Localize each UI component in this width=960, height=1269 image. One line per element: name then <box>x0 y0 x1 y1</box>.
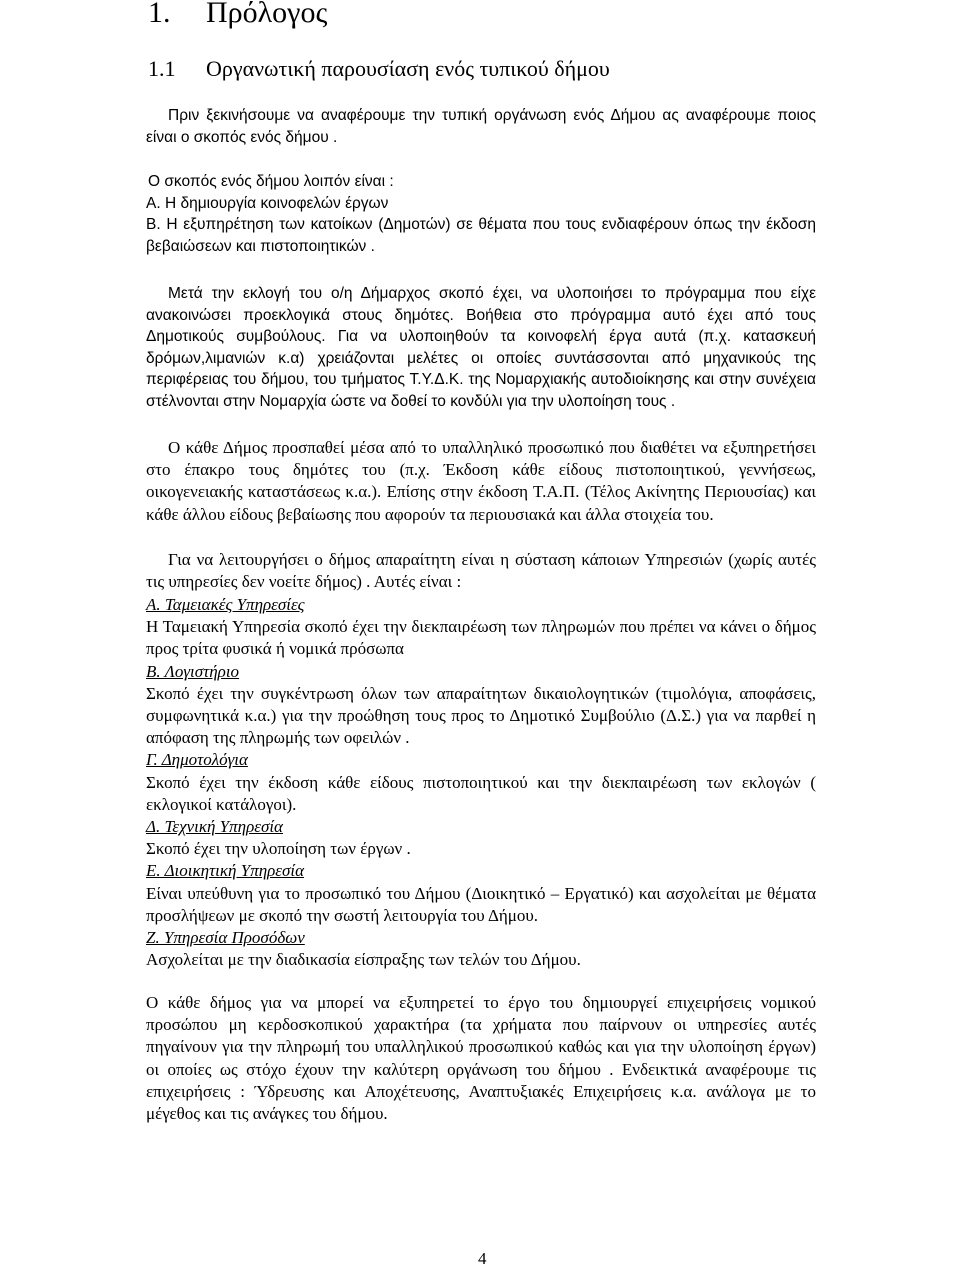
purpose-heading: Ο σκοπός ενός δήμου λοιπόν είναι : <box>148 173 394 190</box>
service-text: Η Ταμειακή Υπηρεσία σκοπό έχει την διεκπαιρέωση των πληρωμών που πρέπει να κάνει ο δήμος προς τρίτα φυσικά ή νομικά πρόσωπα <box>146 617 816 659</box>
service-text: Ασχολείται με την διαδικασία είσπραξης των τελών του Δήμου. <box>146 950 581 970</box>
staff-paragraph: Ο κάθε Δήμος προσπαθεί μέσα από το υπαλληλικό προσωπικό που διαθέτει να εξυπηρετήσει στο έπακρο τους δημότες του (π.χ. Έκδοση κάθε είδους πιστοποιητικού, γεννήσεως, οικογενειακής καταστάσεως κ.α.). Επίσης στην έκδοση Τ.Α.Π. (Τέλος Ακίνητης Περιουσίας) και κάθε άλλου είδους βεβαίωσης που αφορούν τα περιουσιακά και άλλα στοιχεία του. <box>146 438 816 524</box>
services-intro-paragraph: Για να λειτουργήσει ο δήμος απαραίτητη είναι η σύσταση κάποιων Υπηρεσιών (χωρίς αυτές τις υπηρεσίες δεν νοείτε δήμος) . Αυτές είναι : <box>146 550 816 592</box>
service-heading: Β. Λογιστήριο <box>146 661 240 681</box>
page-number: 4 <box>478 1249 487 1268</box>
enterprises-paragraph: Ο κάθε δήμος για να μπορεί να εξυπηρετεί το έργο του δημιουργεί επιχειρήσεις νομικού προσώπου μη κερδοσκοπικού χαρακτήρα (τα χρήματα που παίρνουν οι υπηρεσίες αυτές πηγαίνουν για την πληρωμή του υπαλληλικού προσωπικού καθώς και για την υλοποίηση έργων) οι οποίες ως στόχο έχουν την καλύτερη οργάνωση του δήμου . Ενδεικτικά αναφέρουμε τις επιχειρήσεις : Ύδρευσης και Αποχέτευσης, Αναπτυξιακές Επιχειρήσεις κ.α. ανάλογα με το μέγεθος και τις ανάγκες του δήμου. <box>146 993 816 1124</box>
service-item <box>146 927 816 971</box>
service-heading: Ζ. Υπηρεσία Προσόδων <box>146 928 305 948</box>
chapter-title: Πρόλογος <box>206 0 328 29</box>
section-title: Οργανωτική παρουσίαση ενός τυπικού δήμου <box>206 56 610 81</box>
service-heading: Ε. Διοικητική Υπηρεσία <box>146 861 305 881</box>
intro-paragraph: Πριν ξεκινήσουμε να αναφέρουμε την τυπική οργάνωση ενός Δήμου ας αναφέρουμε ποιος είναι ο σκοπός ενός δήμου . <box>146 107 816 146</box>
service-heading: Δ. Τεχνική Υπηρεσία <box>146 817 283 837</box>
services-list <box>146 594 816 971</box>
service-item <box>146 749 816 816</box>
purpose-block <box>146 171 816 257</box>
chapter-number: 1. <box>148 0 171 29</box>
section-heading <box>148 56 610 82</box>
section-number: 1.1 <box>148 56 176 81</box>
service-item <box>146 816 816 860</box>
service-text: Σκοπό έχει την έκδοση κάθε είδους πιστοποιητικού και την διεκπαιρέωση των εκλογών ( εκλογικοί κατάλογοι). <box>146 772 816 814</box>
service-item <box>146 594 816 661</box>
chapter-heading <box>148 0 327 30</box>
service-item <box>146 860 816 927</box>
service-text: Σκοπό έχει την συγκέντρωση όλων των απαραίτητων δικαιολογητικών (τιμολόγια, αποφάσεις, συμφωνητικά κ.α.) για την προώθηση τους προς το Δημοτικό Συμβούλιο (Δ.Σ.) για να παρθεί η απόφαση της πληρωμής των οφειλών . <box>146 683 816 748</box>
service-text: Σκοπό έχει την υλοποίηση των έργων . <box>146 839 411 859</box>
mayor-paragraph: Μετά την εκλογή του ο/η Δήμαρχος σκοπό έχει, να υλοποιήσει το πρόγραμμα που είχε ανακοινώσει προεκλογικά στους δημότες. Βοήθεια στο πρόγραμμα αυτό έχει από τους Δημοτικούς συμβούλους. Για να υλοποιηθούν τα κοινοφελή έργα αυτά (π.χ. κατασκευή δρόμων,λιμανιών κ.α) χρειάζονται μελέτες οι οποίες συντάσσονται από μηχανικούς της περιφέρειας του δήμου, του τμήματος Τ.Υ.Δ.Κ. της Νομαρχιακής αυτοδιοίκησης και στην συνέχεια στέλνονται στην Νομαρχία ώστε να δοθεί το κονδύλι για την υλοποίηση τους . <box>146 285 816 410</box>
service-text: Είναι υπεύθυνη για το προσωπικό του Δήμου (Διοικητικό – Εργατικό) και ασχολείται με θέματα προσλήψεων με σκοπό την σωστή λειτουργία του Δήμου. <box>146 883 816 925</box>
service-heading: Γ. Δημοτολόγια <box>146 750 248 770</box>
service-heading: Α. Ταμειακές Υπηρεσίες <box>146 595 305 614</box>
service-item <box>146 661 816 750</box>
purpose-item-b: Β. Η εξυπηρέτηση των κατοίκων (Δημοτών) σε θέματα που τους ενδιαφέρουν όπως την έκδοση βεβαιώσεων και πιστοποιητικών . <box>146 216 816 255</box>
purpose-item-a: Α. Η δημιουργία κοινοφελών έργων <box>146 194 389 212</box>
